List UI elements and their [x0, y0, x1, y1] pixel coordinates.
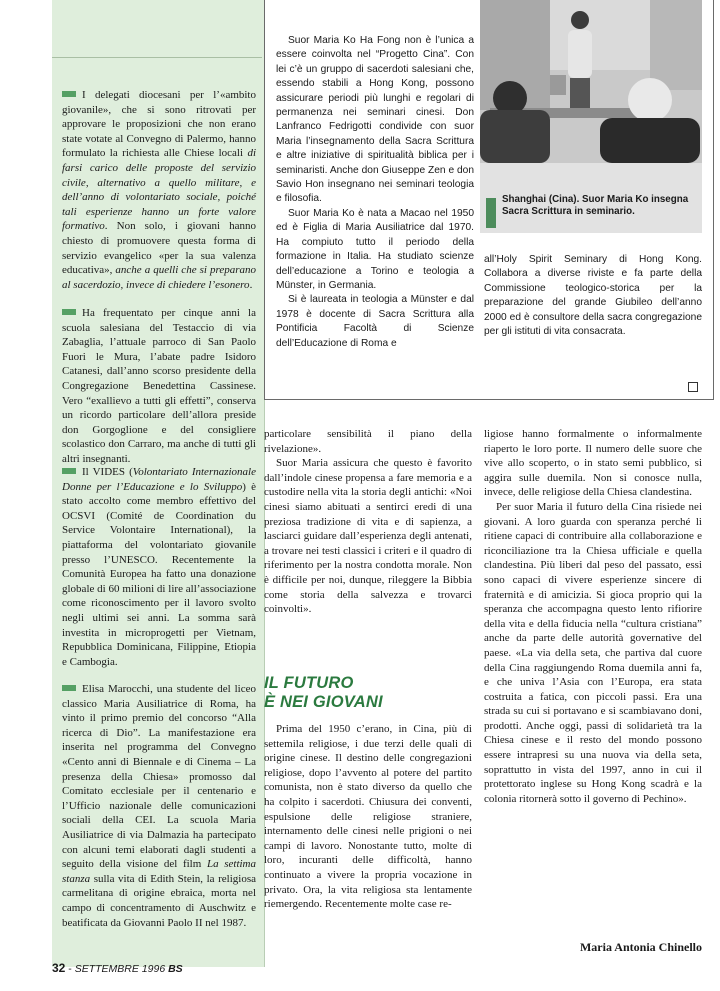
- bullet-marker: [62, 685, 76, 691]
- bullet-marker: [62, 309, 76, 315]
- folio-separator: -: [65, 963, 75, 975]
- classroom-photo: [480, 0, 702, 164]
- boxed-paragraph: Suor Maria Ko Ha Fong non è l’unica a essere coinvolta nel “Progetto Cina”. Con lei c’è un gruppo di sacerdoti salesiani che, essendo stabili a Hong Kong, possono assicurare periodi più lunghi e regolari di permanenza nei seminari cinesi. Don Lanfranco Fedrigotti condivide con suor Maria l’insegnamento della Sacra Scrittura e altre iniziative di spiritualità biblica per i seminaristi. Anche don Giuseppe Zen e don Savio Hon insegnano nei seminari teologia e filosofia.: [276, 35, 474, 205]
- sidebar-text: .: [249, 278, 253, 291]
- headline-line-1: IL FUTURO: [264, 674, 354, 692]
- section-headline: [264, 674, 472, 712]
- sidebar-italic-text: La settima stanza: [62, 858, 256, 885]
- article-paragraph: particolare sensibilità il piano della rivelazione».: [264, 428, 472, 455]
- author-byline: Maria Antonia Chinello: [579, 940, 702, 954]
- sidebar-text: I delegati diocesani per l’«ambito giovanile», che si sono ritrovati per approvare le proposizioni che non erano state votate al Convegno di Palermo, hanno formulato la richiesta alle Chiese locali: [62, 89, 256, 160]
- issue-date: SETTEMBRE 1996: [74, 963, 166, 975]
- sidebar-italic-text: di farsi carico delle proposte del servizio civile, alternativo a quello militare, e dell’anno di volontariato sociale, poiché tali esperienze hanno un forte valore formativo: [62, 147, 256, 233]
- article-paragraph: Per suor Maria il futuro della Cina risiede nei giovani. A loro guarda con speranza perché li ritiene capaci di contribuire alla collaborazione e riconciliazione tra la Chiesa ufficiale e quella clandestina. Più liberi dal peso del passato, essi sono capaci di vivere esperienze sincere di fraternità e di amicizia. Si gioca proprio qui la speranza che accompagna questo lento rifiorire della vita e della fiducia nella “cultura cristiana” anche da parte delle autorità governative del paese. «La via della seta, che partiva dal cuore della Cina raggiungendo Roma duemila anni fa, e che univa l’Asia con l’Europa, era stata costruita a fatica, con piccoli passi. Era una strada su cui si portavano e si scambiavano doni, prodotti. Anche oggi, passi di solidarietà tra la Chiesa cinese e il resto del mondo possono essere intrapresi su una nuova via della seta, soprattutto in vista del 1997, anno in cui il protettorato inglese su Hong Kong scadrà e la colonia ritornerà sotto il governo di Pechino».: [484, 500, 702, 805]
- sidebar-paragraph-1: [62, 88, 256, 292]
- classroom-photo-illustration: [480, 0, 702, 163]
- boxed-paragraph: Si è laureata in teologia a Münster e dal 1978 è docente di Sacra Scrittura alla Pontificia Facoltà di Scienze dell’Educazione di Roma e: [276, 294, 474, 349]
- boxed-paragraph: all’Holy Spirit Seminary di Hong Kong. Collabora a diverse riviste e fa parte della Commissione teologico-storica per la preparazione del grande Giubileo dell’anno 2000 ed è consultore della sacra congregazione per gli istituti di vita consacrata.: [484, 254, 702, 338]
- sidebar-rule: [52, 57, 262, 58]
- bullet-marker: [62, 468, 76, 474]
- article-paragraph: Suor Maria assicura che questo è favorito dall’indole cinese propensa a fare memoria e a custodire nella vita la storia degli antichi: «Noi cinesi siamo abituati a sentirci eredi di una preziosa tradizione di vita e di sapienza, a lasciarci guidare dall’esperienza degli antenati, a trovare nei testi classici i criteri e il quadro di riferimento per la nostra condotta morale. Non è difficile per noi, dunque, rileggere la Bibbia come storia della salvezza e trovarci coinvolti».: [264, 457, 472, 616]
- photo-caption: Shanghai (Cina). Suor Maria Ko insegna Sacra Scrittura in seminario.: [502, 194, 689, 217]
- sidebar-paragraph-3: [62, 465, 256, 669]
- sidebar-text: . Non solo, i giovani hanno chiesto di promuovere questa forma di servizio evangelico «per la sua valenza educativa»,: [62, 220, 256, 277]
- page-number: 32: [52, 961, 66, 975]
- page-folio: [52, 961, 183, 975]
- caption-marker: [486, 198, 496, 228]
- sidebar-text: Il VIDES (: [82, 466, 133, 478]
- sidebar-italic-text: Volontariato Internazionale Donne per l’Educazione e lo Sviluppo: [62, 466, 256, 493]
- sidebar-text: ) è stato accolto come membro effettivo del OCSVI (Comité de Coordination du Service Volontaire International), la piattaforma del volontariato giovanile presso l’UNESCO. Recentemente la Comunità Europea ha fatto una donazione globale di 60 milioni di lire all’associazione come riconoscimento per il lavoro svolto negli ultimi sei anni. La somma sarà investita in microprogetti per Vietnam, Repubblica Dominicana, Filippine, Etiopia e Cambogia.: [62, 480, 256, 668]
- sidebar-paragraph-2: [62, 306, 256, 467]
- boxed-article-column-1: [276, 34, 474, 351]
- boxed-article-column-2: [484, 253, 702, 339]
- sidebar-paragraph-4: [62, 682, 256, 930]
- sidebar-text: Elisa Marocchi, una studente del liceo classico Maria Ausiliatrice di Roma, ha vinto il primo premio del concorso “Alla ricerca di Dio”. La manifestazione era inserita nel programma del Convegno «Cento anni di Biennale e di Cinema – La presenza della Chiesa» promosso dal Comitato ecclesiale per il centenario e l’Ufficio nazionale delle comunicazioni sociali della CEI. La scuola Maria Ausiliatrice di via Dalmazia ha partecipato con alcuni temi elaborati dagli studenti a seguito della visione del film: [62, 683, 256, 871]
- end-mark: [688, 382, 698, 392]
- article-column-1-continued: [264, 722, 472, 912]
- headline-line-2: È NEI GIOVANI: [264, 693, 383, 711]
- sidebar-italic-text: anche a quelli che si preparano al sacerdozio, invece di chiedere l’esonero: [62, 264, 256, 291]
- article-paragraph: Prima del 1950 c’erano, in Cina, più di settemila religiose, i due terzi delle quali di origine cinese. Il destino delle congregazioni religiose, dopo l’avvento al potere del partito comunista, non è stato diverso da quello che ha colpito i sacerdoti. Chiusura dei conventi, espulsione delle religiose straniere, internamento delle cinesi nelle prigioni o nei campi di lavoro. Nonostante tutto, molte di loro, incuranti delle difficoltà, hanno continuato a vivere la propria vocazione in privato. Ora, la vita religiosa sta lentamente riemergendo. Recentemente molte case re-: [264, 723, 472, 911]
- boxed-paragraph: Suor Maria Ko è nata a Macao nel 1950 ed è Figlia di Maria Ausiliatrice dal 1970. Ha compiuto tutto il periodo della formazione in Italia. Ha studiato scienze dell’educazione a Torino e teologia a Münster, in Germania.: [276, 207, 474, 291]
- magazine-name: BS: [168, 963, 183, 975]
- article-paragraph: ligiose hanno formalmente o informalmente riaperto le loro porte. Il numero delle suore che vive allo scoperto, o in stato semi pubblico, si aggira sulle duemila. Non si conosce nulla, invece, delle religiose della Chiesa clandestina.: [484, 428, 702, 499]
- sidebar-text: sulla vita di Edith Stein, la religiosa carmelitana di origine ebraica, morta nel campo di concentramento di Auschwitz e beatificata da Giovanni Paolo II nel 1987.: [62, 872, 256, 929]
- sidebar-text: Ha frequentato per cinque anni la scuola salesiana del Testaccio di via Zabaglia, l’attuale parroco di San Paolo Fuori le Mura, l’abate padre Isidoro Catanesi, dall’anno scorso presidente della Congregazione Benedettina Cassinese. Vero “exallievo a tutti gli effetti”, conserva un ricordo particolare dell’allora preside don Gorgoglione e del consigliere scolastico don Carraro, ma anche di tutti gli altri insegnanti.: [62, 307, 256, 465]
- bullet-marker: [62, 91, 76, 97]
- article-column-2: [484, 427, 702, 806]
- article-column-1: [264, 427, 472, 617]
